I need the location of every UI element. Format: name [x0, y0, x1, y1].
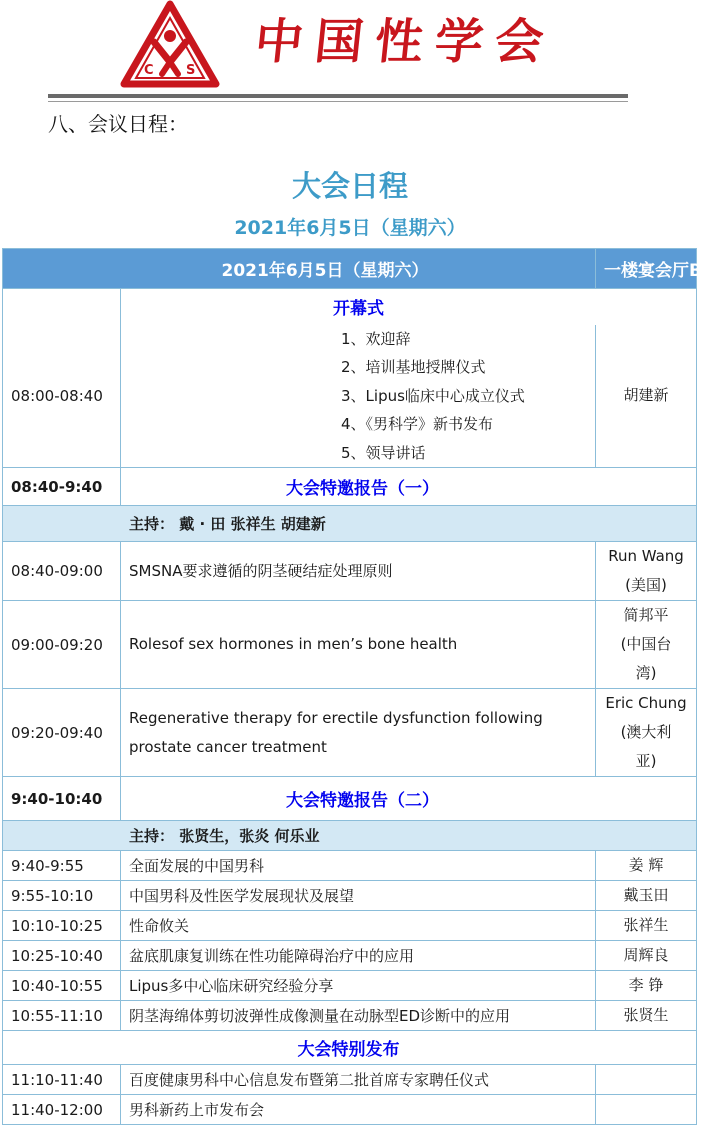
- table-row: [3, 601, 697, 689]
- table-row: [3, 1001, 697, 1031]
- talk-topic: SMSNA要求遵循的阴茎硬结症处理原则: [121, 542, 596, 601]
- session1-hosts-row: [3, 506, 697, 542]
- table-row: [3, 911, 697, 941]
- logo-letter-c: C: [144, 63, 154, 78]
- talk-time: 10:10-10:25: [3, 911, 121, 941]
- talk-topic: 阴茎海绵体剪切波弹性成像测量在动脉型ED诊断中的应用: [121, 1001, 596, 1031]
- talk-time: 09:00-09:20: [3, 601, 121, 689]
- list-item: 4、《男科学》新书发布: [341, 415, 494, 433]
- table-row: [3, 881, 697, 911]
- release-time: 11:40-12:00: [3, 1095, 121, 1125]
- talk-speaker: 戴玉田: [596, 881, 697, 911]
- header-date: 2021年6月5日（星期六）: [3, 249, 596, 289]
- talk-time: 9:55-10:10: [3, 881, 121, 911]
- table-header-row: [3, 249, 697, 289]
- talk-speaker: 张祥生: [596, 911, 697, 941]
- session1-title: 大会特邀报告（一）: [121, 468, 697, 506]
- session1-title-row: [3, 468, 697, 506]
- table-row: [3, 1095, 697, 1125]
- table-row: [3, 971, 697, 1001]
- section-heading: 八、会议日程：: [48, 112, 188, 136]
- session2-time: 9:40-10:40: [3, 777, 121, 821]
- letterhead-rule-thin: [48, 101, 628, 102]
- session1-hosts: 主持： 戴 · 田 张祥生 胡建新: [3, 506, 697, 542]
- schedule-table: [2, 248, 719, 1125]
- talk-topic: Rolesof sex hormones in men’s bone health: [121, 601, 596, 689]
- session2-hosts-row: [3, 821, 697, 851]
- table-row: [3, 851, 697, 881]
- talk-speaker: Run Wang (美国): [596, 542, 697, 601]
- opening-row: [3, 325, 697, 468]
- special-title-row: [3, 1031, 697, 1065]
- talk-topic: 全面发展的中国男科: [121, 851, 596, 881]
- logo-letter-s: S: [186, 63, 196, 78]
- talk-topic: Regenerative therapy for erectile dysfunction following prostate cancer treatment: [121, 689, 596, 777]
- release-speaker: [596, 1065, 697, 1095]
- talk-topic: 盆底肌康复训练在性功能障碍治疗中的应用: [121, 941, 596, 971]
- opening-title-row: [3, 289, 697, 325]
- society-logo-icon: [120, 0, 220, 92]
- release-topic: 百度健康男科中心信息发布暨第二批首席专家聘任仪式: [121, 1065, 596, 1095]
- release-speaker: [596, 1095, 697, 1125]
- opening-items: [121, 325, 595, 468]
- talk-speaker: 周辉良: [596, 941, 697, 971]
- talk-speaker: 简邦平 (中国台 湾): [596, 601, 697, 689]
- talk-topic: 中国男科及性医学发展现状及展望: [121, 881, 596, 911]
- session1-time: 08:40-9:40: [3, 468, 121, 506]
- list-item: 3、Lipus临床中心成立仪式: [341, 386, 525, 405]
- talk-time: 08:40-09:00: [3, 542, 121, 601]
- talk-topic: Lipus多中心临床研究经验分享: [121, 971, 596, 1001]
- table-row: [3, 1065, 697, 1095]
- page-subtitle: 2021年6月5日（星期六）: [234, 217, 466, 239]
- talk-time: 09:20-09:40: [3, 689, 121, 777]
- opening-time: 08:00-08:40: [3, 325, 121, 468]
- table-row: [3, 542, 697, 601]
- table-row: [3, 689, 697, 777]
- release-topic: 男科新药上市发布会: [121, 1095, 596, 1125]
- release-time: 11:10-11:40: [3, 1065, 121, 1095]
- org-name: 中国性学会: [252, 14, 558, 70]
- opening-title: 开幕式: [121, 289, 697, 325]
- talk-topic: 性命攸关: [121, 911, 596, 941]
- letterhead: [0, 0, 700, 104]
- talk-time: 10:40-10:55: [3, 971, 121, 1001]
- talk-time: 10:25-10:40: [3, 941, 121, 971]
- header-venue: 一楼宴会厅B厅: [596, 249, 697, 289]
- session2-title-row: [3, 777, 697, 821]
- list-item: 2、培训基地授牌仪式: [341, 358, 486, 376]
- list-item: 5、领导讲话: [341, 443, 426, 462]
- page-title: 大会日程: [291, 169, 408, 203]
- session2-hosts: 主持： 张贤生，张炎 何乐业: [3, 821, 697, 851]
- opening-speaker: 胡建新: [596, 325, 697, 468]
- list-item: 1、欢迎辞: [341, 329, 411, 348]
- talk-speaker: 姜 辉: [596, 851, 697, 881]
- talk-time: 9:40-9:55: [3, 851, 121, 881]
- session2-title: 大会特邀报告（二）: [121, 777, 697, 821]
- letterhead-rule: [48, 94, 628, 98]
- talk-speaker: Eric Chung (澳大利 亚): [596, 689, 697, 777]
- talk-time: 10:55-11:10: [3, 1001, 121, 1031]
- talk-speaker: 张贤生: [596, 1001, 697, 1031]
- table-row: [3, 941, 697, 971]
- special-title: 大会特别发布: [3, 1031, 697, 1065]
- talk-speaker: 李 铮: [596, 971, 697, 1001]
